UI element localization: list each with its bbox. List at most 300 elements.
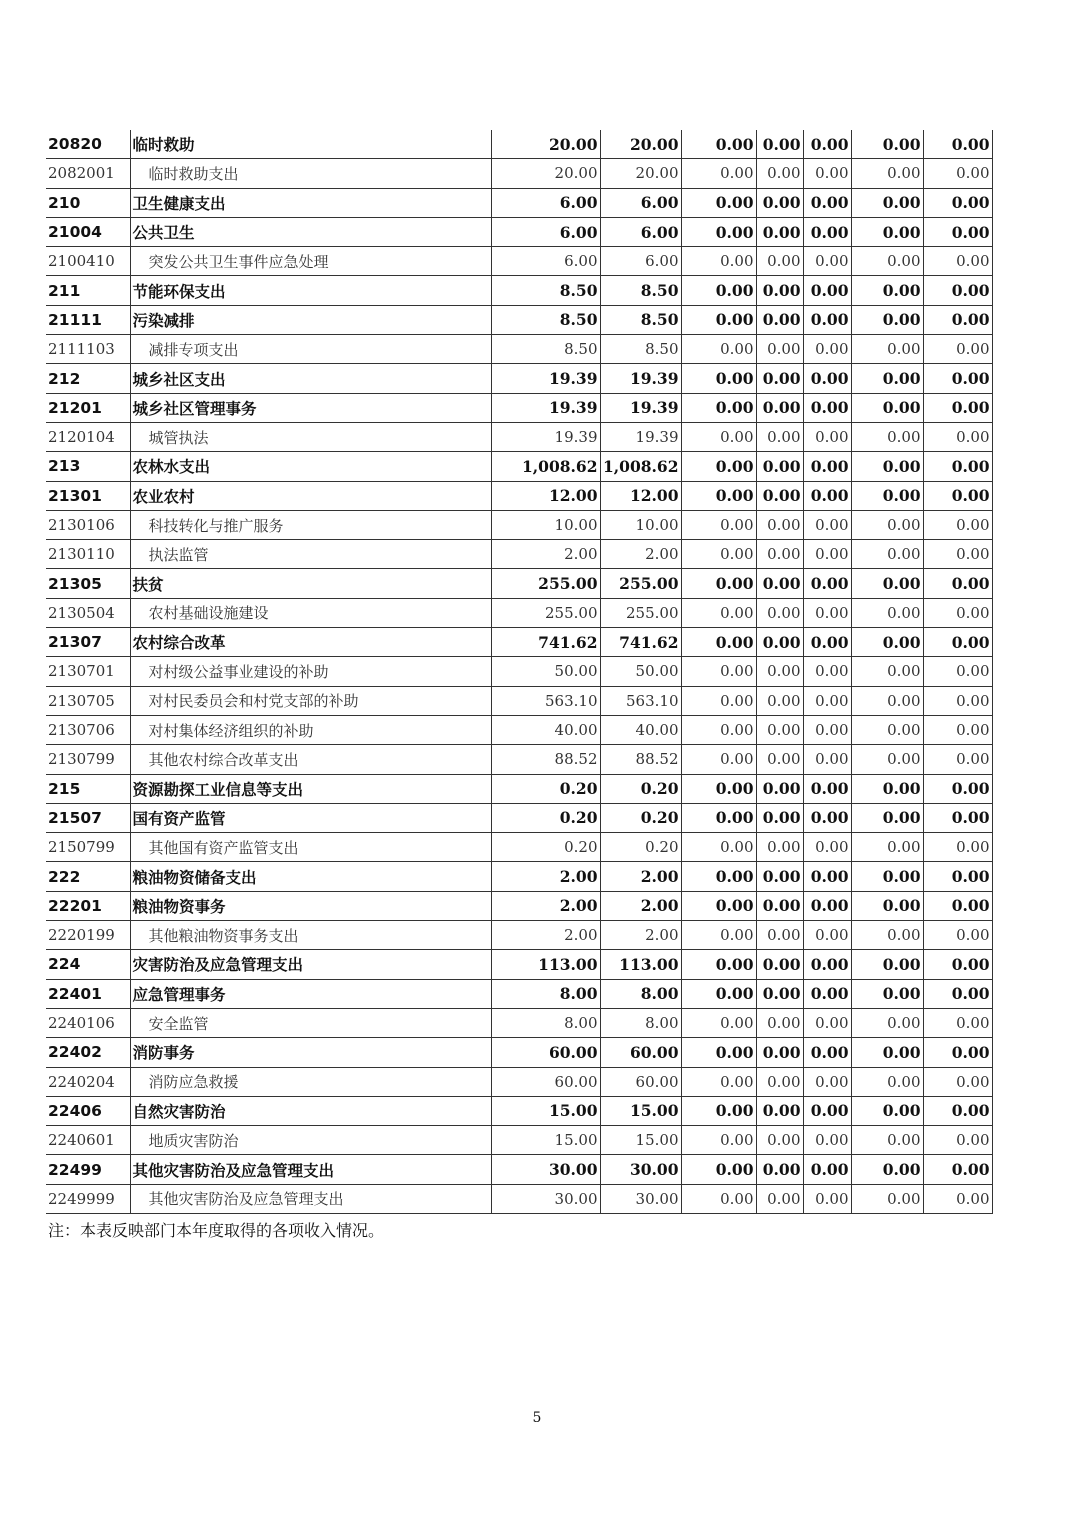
row-value: 0.00 xyxy=(681,598,756,627)
row-code: 2120104 xyxy=(46,422,130,451)
row-value: 0.00 xyxy=(756,1096,803,1125)
row-value: 0.00 xyxy=(756,598,803,627)
row-value: 0.00 xyxy=(756,569,803,598)
table-row xyxy=(46,657,992,686)
row-value: 0.00 xyxy=(681,335,756,364)
row-name: 突发公共卫生事件应急处理 xyxy=(130,247,491,276)
row-value: 8.50 xyxy=(600,276,681,305)
row-value: 0.00 xyxy=(803,1126,851,1155)
row-value: 0.00 xyxy=(923,159,992,188)
row-name: 农村综合改革 xyxy=(130,628,491,657)
row-name: 资源勘探工业信息等支出 xyxy=(130,774,491,803)
row-value: 563.10 xyxy=(491,686,600,715)
row-code: 2150799 xyxy=(46,833,130,862)
table-row xyxy=(46,188,992,217)
row-value: 0.00 xyxy=(681,774,756,803)
table-row xyxy=(46,1126,992,1155)
row-value: 0.00 xyxy=(681,276,756,305)
row-value: 0.00 xyxy=(681,1155,756,1184)
row-name: 其他灾害防治及应急管理支出 xyxy=(130,1184,491,1213)
table-row xyxy=(46,393,992,422)
row-value: 0.00 xyxy=(851,1038,923,1067)
row-name: 对村级公益事业建设的补助 xyxy=(130,657,491,686)
row-value: 30.00 xyxy=(600,1184,681,1213)
row-value: 0.00 xyxy=(923,217,992,246)
row-name: 执法监管 xyxy=(130,540,491,569)
row-value: 60.00 xyxy=(600,1038,681,1067)
row-value: 0.00 xyxy=(851,510,923,539)
row-value: 0.00 xyxy=(756,1126,803,1155)
row-value: 1,008.62 xyxy=(600,452,681,481)
row-name: 消防应急救援 xyxy=(130,1067,491,1096)
row-value: 0.00 xyxy=(923,921,992,950)
row-name: 其他灾害防治及应急管理支出 xyxy=(130,1155,491,1184)
row-value: 50.00 xyxy=(600,657,681,686)
row-value: 0.00 xyxy=(923,540,992,569)
row-value: 0.00 xyxy=(851,305,923,334)
row-value: 0.00 xyxy=(923,481,992,510)
row-code: 213 xyxy=(46,452,130,481)
row-value: 15.00 xyxy=(600,1126,681,1155)
row-value: 0.00 xyxy=(923,1008,992,1037)
row-value: 0.00 xyxy=(803,1008,851,1037)
row-name: 公共卫生 xyxy=(130,217,491,246)
row-value: 10.00 xyxy=(491,510,600,539)
row-value: 88.52 xyxy=(600,745,681,774)
row-code: 22499 xyxy=(46,1155,130,1184)
row-value: 0.00 xyxy=(756,540,803,569)
row-value: 0.00 xyxy=(851,862,923,891)
row-value: 0.00 xyxy=(923,569,992,598)
row-value: 60.00 xyxy=(491,1067,600,1096)
row-value: 0.00 xyxy=(756,159,803,188)
row-value: 0.00 xyxy=(681,481,756,510)
row-value: 0.00 xyxy=(851,950,923,979)
row-value: 0.00 xyxy=(803,276,851,305)
row-value: 0.00 xyxy=(756,217,803,246)
row-code: 2240204 xyxy=(46,1067,130,1096)
table-row xyxy=(46,862,992,891)
row-code: 211 xyxy=(46,276,130,305)
table-row xyxy=(46,686,992,715)
row-value: 255.00 xyxy=(600,569,681,598)
row-value: 0.00 xyxy=(851,276,923,305)
row-value: 0.00 xyxy=(923,393,992,422)
table-note: 注：本表反映部门本年度取得的各项收入情况。 xyxy=(48,1221,385,1240)
row-value: 15.00 xyxy=(491,1096,600,1125)
row-value: 0.00 xyxy=(803,364,851,393)
row-name: 地质灾害防治 xyxy=(130,1126,491,1155)
row-value: 741.62 xyxy=(491,628,600,657)
row-value: 0.00 xyxy=(803,979,851,1008)
table-row xyxy=(46,481,992,510)
row-name: 城乡社区管理事务 xyxy=(130,393,491,422)
row-value: 0.00 xyxy=(681,452,756,481)
row-value: 8.50 xyxy=(491,305,600,334)
table-row xyxy=(46,1008,992,1037)
row-value: 0.00 xyxy=(803,569,851,598)
row-value: 20.00 xyxy=(600,159,681,188)
row-value: 15.00 xyxy=(600,1096,681,1125)
row-value: 2.00 xyxy=(600,540,681,569)
table-row xyxy=(46,979,992,1008)
table-row xyxy=(46,950,992,979)
row-value: 0.00 xyxy=(851,891,923,920)
row-value: 0.00 xyxy=(851,481,923,510)
row-code: 2249999 xyxy=(46,1184,130,1213)
row-value: 0.00 xyxy=(756,276,803,305)
row-value: 0.00 xyxy=(923,657,992,686)
page-number: 5 xyxy=(532,1410,542,1426)
row-value: 0.00 xyxy=(681,422,756,451)
row-name: 应急管理事务 xyxy=(130,979,491,1008)
row-value: 0.00 xyxy=(851,452,923,481)
row-value: 0.00 xyxy=(756,393,803,422)
row-value: 0.00 xyxy=(803,1038,851,1067)
table-row xyxy=(46,628,992,657)
row-value: 8.50 xyxy=(600,335,681,364)
row-code: 222 xyxy=(46,862,130,891)
row-value: 0.20 xyxy=(491,774,600,803)
row-value: 0.00 xyxy=(756,774,803,803)
row-value: 0.00 xyxy=(851,335,923,364)
row-value: 8.50 xyxy=(491,335,600,364)
row-code: 21201 xyxy=(46,393,130,422)
row-value: 0.00 xyxy=(681,891,756,920)
row-value: 19.39 xyxy=(600,393,681,422)
row-code: 22201 xyxy=(46,891,130,920)
row-value: 255.00 xyxy=(491,569,600,598)
row-value: 0.00 xyxy=(681,1096,756,1125)
row-value: 0.00 xyxy=(923,276,992,305)
row-value: 0.00 xyxy=(923,1096,992,1125)
row-value: 19.39 xyxy=(600,422,681,451)
row-value: 2.00 xyxy=(491,891,600,920)
row-value: 0.00 xyxy=(681,217,756,246)
row-value: 0.00 xyxy=(803,803,851,832)
table-row xyxy=(46,921,992,950)
row-value: 0.00 xyxy=(681,393,756,422)
row-code: 21305 xyxy=(46,569,130,598)
row-value: 0.00 xyxy=(851,1155,923,1184)
row-value: 0.00 xyxy=(851,833,923,862)
row-value: 15.00 xyxy=(491,1126,600,1155)
row-value: 0.00 xyxy=(923,628,992,657)
row-value: 0.00 xyxy=(681,715,756,744)
row-value: 0.00 xyxy=(803,422,851,451)
row-value: 0.00 xyxy=(756,862,803,891)
row-value: 255.00 xyxy=(491,598,600,627)
row-value: 0.20 xyxy=(491,833,600,862)
row-value: 0.00 xyxy=(756,335,803,364)
row-name: 临时救助 xyxy=(130,130,491,159)
row-value: 0.00 xyxy=(923,510,992,539)
row-value: 0.00 xyxy=(803,774,851,803)
row-value: 0.00 xyxy=(681,745,756,774)
row-name: 农业农村 xyxy=(130,481,491,510)
row-name: 粮油物资事务 xyxy=(130,891,491,920)
row-value: 0.00 xyxy=(851,628,923,657)
row-value: 0.00 xyxy=(803,247,851,276)
row-code: 2130106 xyxy=(46,510,130,539)
row-value: 0.00 xyxy=(803,833,851,862)
row-value: 0.00 xyxy=(803,1155,851,1184)
row-value: 0.00 xyxy=(851,657,923,686)
row-value: 0.00 xyxy=(756,686,803,715)
row-value: 113.00 xyxy=(491,950,600,979)
row-name: 临时救助支出 xyxy=(130,159,491,188)
row-value: 0.00 xyxy=(851,1096,923,1125)
row-value: 0.00 xyxy=(923,130,992,159)
row-code: 2240601 xyxy=(46,1126,130,1155)
row-value: 0.00 xyxy=(681,686,756,715)
row-code: 22402 xyxy=(46,1038,130,1067)
row-name: 自然灾害防治 xyxy=(130,1096,491,1125)
row-value: 0.00 xyxy=(756,1067,803,1096)
table-row xyxy=(46,598,992,627)
row-name: 对村集体经济组织的补助 xyxy=(130,715,491,744)
row-code: 212 xyxy=(46,364,130,393)
row-code: 2240106 xyxy=(46,1008,130,1037)
row-value: 0.00 xyxy=(803,305,851,334)
row-value: 0.00 xyxy=(681,569,756,598)
table-row xyxy=(46,715,992,744)
table-row xyxy=(46,803,992,832)
table-row xyxy=(46,891,992,920)
row-value: 0.00 xyxy=(681,950,756,979)
row-value: 0.00 xyxy=(923,1184,992,1213)
row-value: 0.00 xyxy=(851,188,923,217)
row-value: 0.00 xyxy=(923,1067,992,1096)
row-value: 30.00 xyxy=(600,1155,681,1184)
row-value: 0.00 xyxy=(756,1155,803,1184)
row-value: 0.00 xyxy=(681,159,756,188)
row-value: 0.00 xyxy=(681,1067,756,1096)
row-value: 0.00 xyxy=(851,1067,923,1096)
row-value: 0.00 xyxy=(803,657,851,686)
row-name: 扶贫 xyxy=(130,569,491,598)
row-value: 12.00 xyxy=(600,481,681,510)
row-name: 城乡社区支出 xyxy=(130,364,491,393)
row-value: 0.00 xyxy=(756,979,803,1008)
row-value: 0.00 xyxy=(923,774,992,803)
row-value: 8.50 xyxy=(600,305,681,334)
row-value: 0.00 xyxy=(803,540,851,569)
row-value: 8.00 xyxy=(491,1008,600,1037)
row-value: 0.00 xyxy=(756,247,803,276)
row-name: 减排专项支出 xyxy=(130,335,491,364)
row-value: 0.00 xyxy=(851,540,923,569)
table-row xyxy=(46,130,992,159)
row-value: 0.00 xyxy=(923,833,992,862)
row-value: 0.00 xyxy=(803,481,851,510)
row-code: 21111 xyxy=(46,305,130,334)
row-value: 6.00 xyxy=(491,217,600,246)
row-value: 8.00 xyxy=(600,1008,681,1037)
row-value: 0.00 xyxy=(681,188,756,217)
row-name: 其他粮油物资事务支出 xyxy=(130,921,491,950)
row-value: 0.00 xyxy=(851,217,923,246)
row-value: 0.00 xyxy=(803,950,851,979)
table-row xyxy=(46,1155,992,1184)
row-value: 0.00 xyxy=(923,1126,992,1155)
row-code: 2130799 xyxy=(46,745,130,774)
row-value: 0.00 xyxy=(756,422,803,451)
row-code: 2130706 xyxy=(46,715,130,744)
row-value: 0.00 xyxy=(803,686,851,715)
row-value: 0.00 xyxy=(851,979,923,1008)
row-code: 22406 xyxy=(46,1096,130,1125)
row-value: 0.00 xyxy=(756,833,803,862)
row-value: 0.00 xyxy=(756,657,803,686)
row-value: 0.00 xyxy=(756,891,803,920)
row-value: 0.00 xyxy=(851,1008,923,1037)
table-row xyxy=(46,774,992,803)
row-value: 0.00 xyxy=(803,393,851,422)
row-value: 6.00 xyxy=(600,217,681,246)
row-value: 50.00 xyxy=(491,657,600,686)
row-code: 215 xyxy=(46,774,130,803)
row-value: 19.39 xyxy=(491,422,600,451)
row-value: 563.10 xyxy=(600,686,681,715)
row-value: 0.00 xyxy=(756,188,803,217)
row-value: 40.00 xyxy=(600,715,681,744)
row-value: 0.20 xyxy=(600,833,681,862)
row-value: 0.00 xyxy=(756,921,803,950)
row-value: 0.00 xyxy=(756,510,803,539)
row-value: 0.00 xyxy=(923,305,992,334)
row-value: 0.00 xyxy=(803,1067,851,1096)
row-value: 0.00 xyxy=(756,715,803,744)
row-value: 6.00 xyxy=(491,247,600,276)
row-value: 0.00 xyxy=(923,803,992,832)
row-value: 0.00 xyxy=(681,921,756,950)
row-value: 0.00 xyxy=(851,130,923,159)
row-value: 0.00 xyxy=(756,1184,803,1213)
row-value: 0.00 xyxy=(681,510,756,539)
row-value: 0.00 xyxy=(851,247,923,276)
table-row xyxy=(46,276,992,305)
row-value: 0.00 xyxy=(803,452,851,481)
row-value: 0.00 xyxy=(923,745,992,774)
table-row xyxy=(46,422,992,451)
row-value: 20.00 xyxy=(491,159,600,188)
row-value: 0.00 xyxy=(756,452,803,481)
row-value: 2.00 xyxy=(600,862,681,891)
row-value: 0.00 xyxy=(851,1184,923,1213)
row-code: 2130504 xyxy=(46,598,130,627)
row-value: 0.00 xyxy=(681,803,756,832)
row-value: 0.00 xyxy=(803,510,851,539)
row-name: 污染减排 xyxy=(130,305,491,334)
row-value: 0.00 xyxy=(681,979,756,1008)
table-row xyxy=(46,1184,992,1213)
row-value: 20.00 xyxy=(600,130,681,159)
table-row xyxy=(46,217,992,246)
row-code: 2100410 xyxy=(46,247,130,276)
row-value: 2.00 xyxy=(491,862,600,891)
row-name: 其他国有资产监管支出 xyxy=(130,833,491,862)
table-row xyxy=(46,247,992,276)
row-value: 0.00 xyxy=(851,803,923,832)
row-value: 0.00 xyxy=(851,159,923,188)
row-value: 0.00 xyxy=(681,247,756,276)
row-value: 30.00 xyxy=(491,1184,600,1213)
row-value: 0.00 xyxy=(923,686,992,715)
row-value: 0.00 xyxy=(803,598,851,627)
row-name: 国有资产监管 xyxy=(130,803,491,832)
row-value: 2.00 xyxy=(600,921,681,950)
table-row xyxy=(46,1038,992,1067)
row-value: 0.00 xyxy=(803,159,851,188)
row-value: 0.00 xyxy=(851,921,923,950)
row-value: 0.20 xyxy=(600,803,681,832)
row-value: 0.00 xyxy=(851,686,923,715)
row-value: 0.00 xyxy=(803,862,851,891)
row-value: 0.00 xyxy=(923,364,992,393)
row-value: 8.00 xyxy=(600,979,681,1008)
table-row xyxy=(46,1096,992,1125)
row-value: 0.00 xyxy=(756,950,803,979)
row-value: 0.00 xyxy=(923,247,992,276)
row-name: 科技转化与推广服务 xyxy=(130,510,491,539)
row-value: 0.00 xyxy=(756,628,803,657)
row-value: 0.00 xyxy=(681,1184,756,1213)
row-value: 0.00 xyxy=(923,979,992,1008)
row-value: 0.00 xyxy=(923,452,992,481)
row-value: 0.00 xyxy=(756,305,803,334)
row-value: 0.00 xyxy=(923,950,992,979)
budget-table xyxy=(46,130,993,1214)
row-value: 741.62 xyxy=(600,628,681,657)
row-name: 节能环保支出 xyxy=(130,276,491,305)
row-value: 0.00 xyxy=(803,335,851,364)
row-value: 6.00 xyxy=(600,247,681,276)
row-value: 0.00 xyxy=(803,891,851,920)
row-value: 0.20 xyxy=(600,774,681,803)
row-value: 0.00 xyxy=(681,1038,756,1067)
row-code: 2130701 xyxy=(46,657,130,686)
row-value: 0.00 xyxy=(681,862,756,891)
row-name: 农林水支出 xyxy=(130,452,491,481)
row-name: 粮油物资储备支出 xyxy=(130,862,491,891)
row-code: 21004 xyxy=(46,217,130,246)
table-row xyxy=(46,540,992,569)
row-value: 0.00 xyxy=(851,422,923,451)
row-value: 0.00 xyxy=(756,481,803,510)
row-name: 消防事务 xyxy=(130,1038,491,1067)
row-value: 0.00 xyxy=(681,364,756,393)
row-value: 0.00 xyxy=(851,393,923,422)
row-value: 0.00 xyxy=(923,715,992,744)
table-row xyxy=(46,335,992,364)
row-value: 60.00 xyxy=(491,1038,600,1067)
row-name: 城管执法 xyxy=(130,422,491,451)
row-value: 0.00 xyxy=(923,1038,992,1067)
row-value: 40.00 xyxy=(491,715,600,744)
row-value: 0.20 xyxy=(491,803,600,832)
row-value: 2.00 xyxy=(491,921,600,950)
row-value: 0.00 xyxy=(851,715,923,744)
row-value: 0.00 xyxy=(803,628,851,657)
row-value: 0.00 xyxy=(756,364,803,393)
row-code: 21307 xyxy=(46,628,130,657)
row-value: 0.00 xyxy=(803,921,851,950)
row-value: 0.00 xyxy=(923,598,992,627)
row-value: 0.00 xyxy=(756,1008,803,1037)
row-value: 0.00 xyxy=(756,803,803,832)
row-value: 19.39 xyxy=(491,393,600,422)
